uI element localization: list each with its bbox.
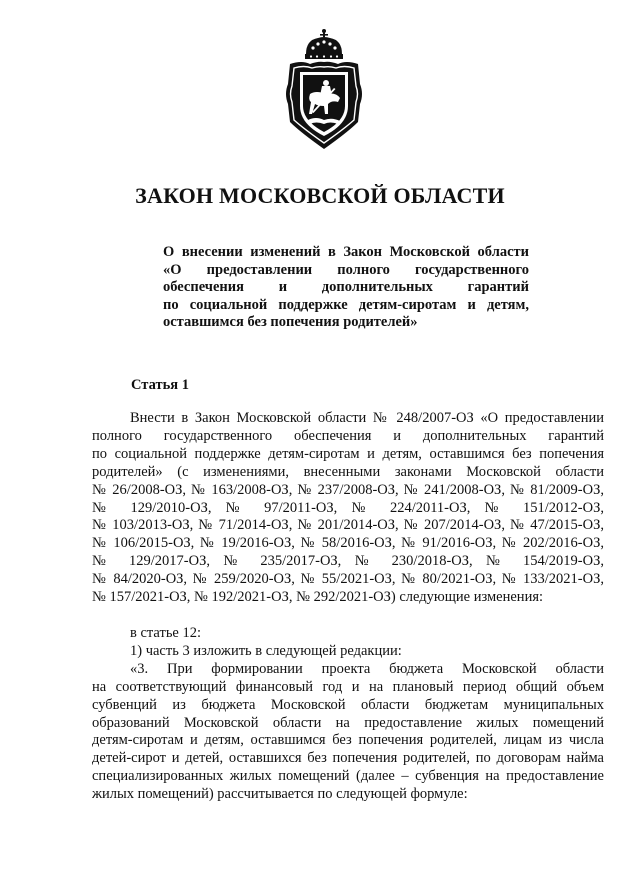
amendment-item: 1) часть 3 изложить в следующей редакции: [130,642,402,659]
subtitle-line: по социальной поддержке детям-сиротам и детям, [163,296,529,313]
paragraph-line: «3. При формировании проекта бюджета Московской области [130,660,604,677]
amendment-item: в статье 12: [130,624,202,641]
law-title: ЗАКОН МОСКОВСКОЙ ОБЛАСТИ [135,183,505,208]
article-heading: Статья 1 [131,377,189,393]
paragraph-line: № 103/2013-ОЗ, № 71/2014-ОЗ, № 201/2014-ОЗ, № 207/2014-ОЗ, № 47/2015-ОЗ, [92,517,604,534]
paragraph-line: образований Московской области на предоставление жилых помещений [92,714,604,731]
subtitle-line: оставшимся без попечения родителей» [163,314,418,331]
paragraph-line: детям-сиротам и детям, оставшимся без попечения родителей, лицам из числа [92,732,604,749]
paragraph-line: жилых помещений) рассчитывается по следующей формуле: [92,786,468,803]
paragraph-line: № 129/2017-ОЗ, № 235/2017-ОЗ, № 230/2018-ОЗ, № 154/2019-ОЗ, [92,553,604,570]
article-body [92,410,604,804]
paragraph-line: № 129/2010-ОЗ, № 97/2011-ОЗ, № 224/2011-ОЗ, № 151/2012-ОЗ, [92,499,604,516]
paragraph-line: по социальной поддержке детям-сиротам и детям, оставшимся без попечения [92,445,604,462]
paragraph-line: родителей» (с изменениями, внесенными законами Московской области [92,463,604,480]
paragraph-line: субвенций из бюджета Московской области бюджетам муниципальных [92,696,604,713]
subtitle-line: О внесении изменений в Закон Московской области [163,244,529,260]
subtitle-line: обеспечения и дополнительных гарантий [163,279,529,296]
law-subtitle [163,244,529,332]
paragraph-line: № 84/2020-ОЗ, № 259/2020-ОЗ, № 55/2021-ОЗ, № 80/2021-ОЗ, № 133/2021-ОЗ, [92,571,604,588]
paragraph-line: № 26/2008-ОЗ, № 163/2008-ОЗ, № 237/2008-ОЗ, № 241/2008-ОЗ, № 81/2009-ОЗ, [92,481,604,498]
paragraph-line: № 157/2021-ОЗ, № 192/2021-ОЗ, № 292/2021-ОЗ) следующие изменения: [92,589,544,606]
paragraph-line: полного государственного обеспечения и дополнительных гарантий [92,427,604,444]
moscow-oblast-coat-of-arms-icon [282,28,366,152]
paragraph-line: на соответствующий финансовый год и на плановый период общий объем [92,678,604,695]
paragraph-line: Внести в Закон Московской области № 248/2007-ОЗ «О предоставлении [130,410,604,426]
paragraph-spacer [92,607,604,625]
paragraph-line: специализированных жилых помещений (далее – субвенция на предоставление [92,768,604,785]
paragraph-line: № 106/2015-ОЗ, № 19/2016-ОЗ, № 58/2016-ОЗ, № 91/2016-ОЗ, № 202/2016-ОЗ, [92,535,604,552]
paragraph-line: детей-сирот и детей, оставшихся без попечения родителей, по договорам найма [92,750,604,767]
subtitle-line: «О предоставлении полного государственного [163,261,529,278]
